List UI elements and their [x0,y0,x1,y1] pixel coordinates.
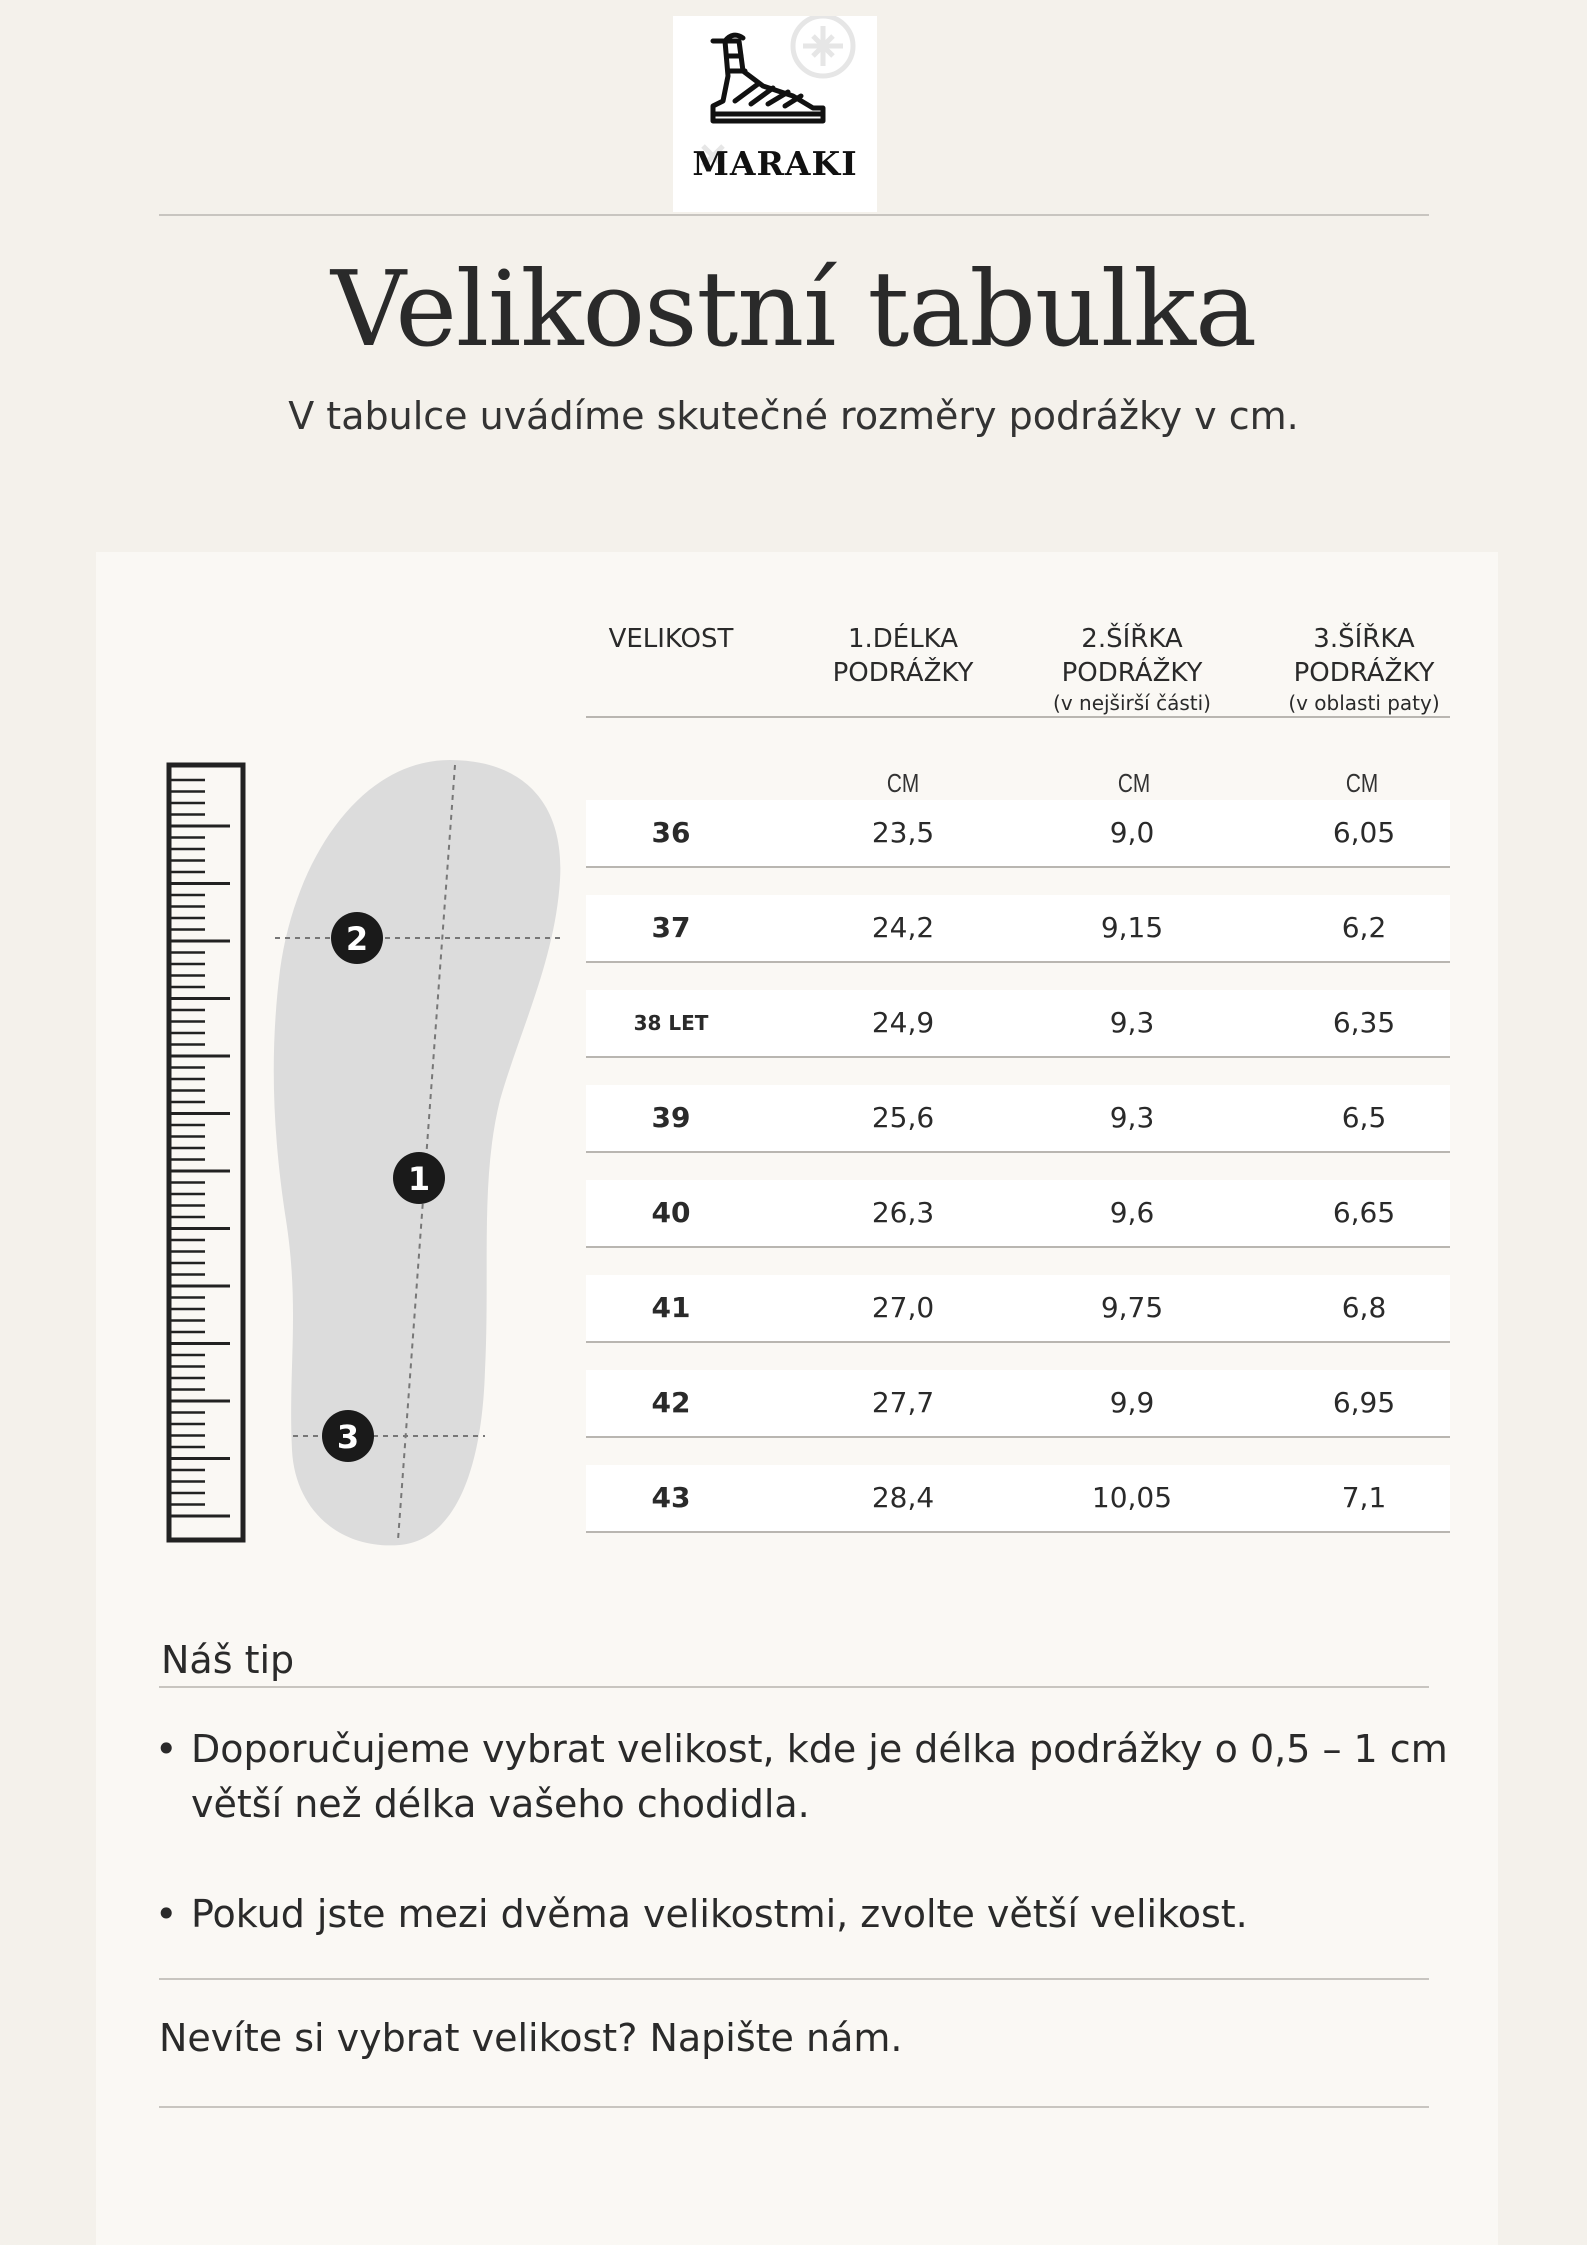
cell-size: 43 [651,1481,691,1514]
cell-heel: 7,1 [1341,1481,1387,1514]
brand-logo [673,16,877,212]
cell-heel: 6,8 [1341,1291,1387,1324]
header-heel: 3.ŠÍŘKA PODRÁŽKY (v oblasti paty) [1264,622,1464,716]
cell-size: 39 [651,1101,691,1134]
cell-heel: 6,95 [1332,1386,1396,1419]
cell-size: 42 [651,1386,691,1419]
cell-length: 28,4 [871,1481,935,1514]
cell-length: 27,7 [871,1386,935,1419]
tip-text: Doporučujeme vybrat velikost, kde je délka podrážky o 0,5 – 1 cm větší než délka vašeho chodidla. [191,1727,1448,1826]
table-row [586,895,1450,963]
table-row [586,1180,1450,1248]
top-divider [159,214,1429,216]
svg-text:1: 1 [407,1160,431,1198]
cell-length: 25,6 [871,1101,935,1134]
cell-width: 9,6 [1109,1196,1155,1229]
cell-width: 9,0 [1109,816,1155,849]
marker-3 [322,1410,374,1462]
cell-width: 9,75 [1100,1291,1164,1324]
cell-length: 26,3 [871,1196,935,1229]
table-row [586,800,1450,868]
bullet-icon: • [155,1892,178,1936]
unit-heel: CM [1345,768,1379,798]
cell-heel: 6,2 [1341,911,1387,944]
header-width: 2.ŠÍŘKA PODRÁŽKY (v nejširší části) [1032,622,1232,716]
bullet-icon: • [155,1727,178,1771]
header-length: 1.DÉLKA PODRÁŽKY [832,624,974,688]
footer-divider-bottom [159,2106,1429,2108]
cell-size: 40 [651,1196,691,1229]
cell-heel: 6,35 [1332,1006,1396,1039]
cell-size: 38 LET [633,1011,709,1035]
cell-width: 10,05 [1091,1481,1173,1514]
cell-width: 9,3 [1109,1006,1155,1039]
table-row [586,1465,1450,1533]
page-title: Velikostní tabulka [330,248,1257,370]
brand-name: MARAKI [692,144,858,183]
footer-divider-top [159,1978,1429,1980]
cell-length: 23,5 [871,816,935,849]
cell-size: 36 [651,816,691,849]
help-question: Nevíte si vybrat velikost? Napište nám. [159,2016,903,2060]
cell-heel: 6,65 [1332,1196,1396,1229]
header-divider [586,716,1450,718]
marker-2 [331,912,383,964]
cell-size: 41 [651,1291,691,1324]
cell-width: 9,9 [1109,1386,1155,1419]
cell-heel: 6,05 [1332,816,1396,849]
sole-diagram [160,750,580,1550]
marker-1 [393,1152,445,1204]
cell-size: 37 [651,911,691,944]
cell-width: 9,15 [1100,911,1164,944]
header-heel-note: (v oblasti paty) [1288,691,1440,715]
unit-length: CM [886,768,920,798]
table-row [586,1370,1450,1438]
svg-text:3: 3 [336,1418,360,1456]
cell-length: 27,0 [871,1291,935,1324]
table-row [586,1085,1450,1153]
tips-divider [159,1686,1429,1688]
cell-length: 24,2 [871,911,935,944]
tip-text: Pokud jste mezi dvěma velikostmi, zvolte větší velikost. [191,1892,1248,1936]
cell-width: 9,3 [1109,1101,1155,1134]
table-row [586,990,1450,1058]
table-row [586,1275,1450,1343]
header-size: VELIKOST [608,624,734,654]
svg-text:2: 2 [345,920,369,958]
page-subtitle: V tabulce uvádíme skutečné rozměry podrážky v cm. [288,394,1299,438]
header-width-note: (v nejširší části) [1053,691,1211,715]
ruler [169,765,243,1540]
tips-title: Náš tip [161,1638,295,1682]
cell-heel: 6,5 [1341,1101,1387,1134]
unit-width: CM [1117,768,1151,798]
cell-length: 24,9 [871,1006,935,1039]
